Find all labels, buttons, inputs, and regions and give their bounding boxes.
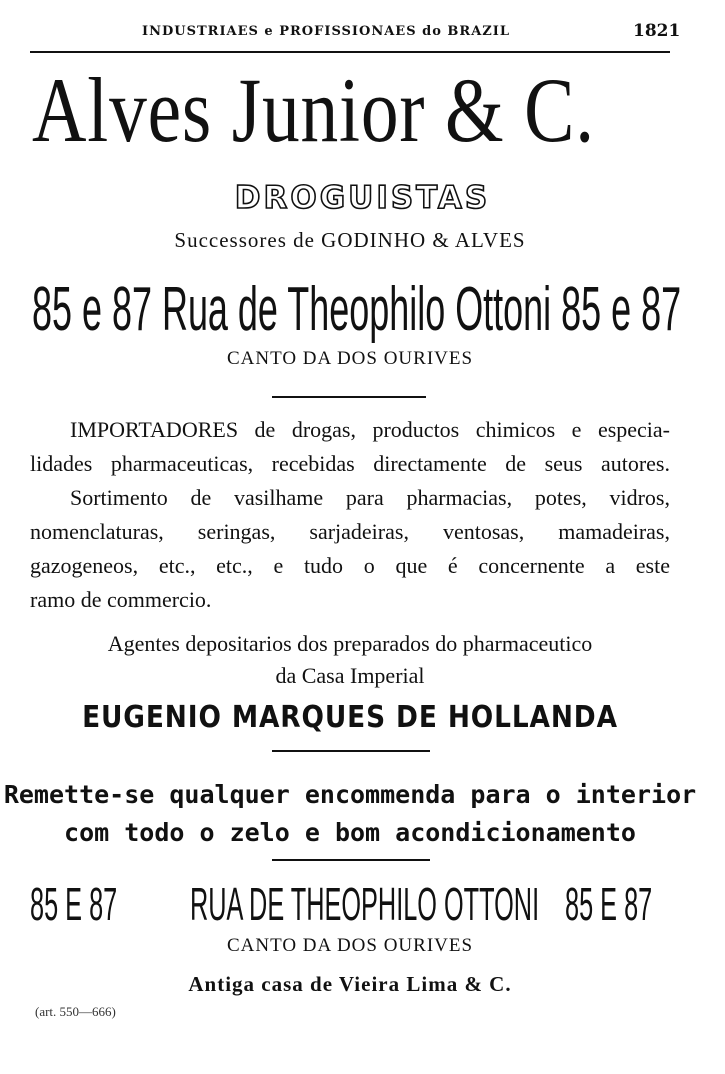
corner-note-bottom: CANTO DA DOS OURIVES	[226, 935, 474, 956]
corner-note-top: CANTO DA DOS OURIVES	[226, 348, 474, 369]
paragraph-line: IMPORTADORES de drogas, productos chimicos e especia-	[70, 417, 670, 442]
trade-heading: DROGUISTAS	[234, 180, 491, 216]
pharmacist-name: EUGENIO MARQUES DE HOLLANDA	[82, 700, 618, 735]
successors-line: Successores de GODINHO & ALVES	[174, 228, 526, 252]
agents-line: Agentes depositarios dos preparados do pharmaceutico	[107, 631, 593, 656]
agents-block	[0, 628, 700, 692]
paragraph-line: ramo de commercio.	[30, 587, 212, 612]
page-number: 1821	[633, 21, 681, 41]
former-house-line: Antiga casa de Vieira Lima & C.	[188, 972, 512, 996]
paragraph-line: Sortimento de vasilhame para pharmacias, potes, vidros,	[70, 485, 670, 510]
paragraph-line: nomenclaturas, seringas, sarjadeiras, ventosas, mamadeiras,	[30, 519, 670, 544]
running-header-title: INDUSTRIAES e PROFISSIONAES do BRAZIL	[142, 24, 511, 39]
address-number-right: 85 E 87	[565, 878, 653, 930]
bottom-address	[30, 876, 680, 936]
divider-rule	[272, 396, 426, 398]
assortment-paragraph	[30, 481, 670, 617]
header-rule	[30, 51, 670, 53]
importers-paragraph	[30, 413, 670, 481]
address-street: RUA DE THEOPHILO OTTONI	[190, 878, 540, 930]
divider-rule	[272, 859, 430, 861]
article-reference: (art. 550—666)	[35, 1004, 116, 1019]
divider-rule	[272, 750, 430, 752]
paragraph-line: lidades pharmaceuticas, recebidas directamente de seus autores.	[30, 451, 670, 476]
agents-line: da Casa Imperial	[275, 663, 425, 688]
remit-line: com todo o zelo e bom acondicionamento	[64, 818, 636, 847]
remittance-note	[0, 776, 700, 852]
main-address: 85 e 87 Rua de Theophilo Ottoni 85 e 87	[32, 275, 682, 344]
paragraph-line: gazogeneos, etc., etc., e tudo o que é concernente a este	[30, 553, 670, 578]
company-name: Alves Junior & C.	[32, 59, 595, 161]
remit-line: Remette-se qualquer encommenda para o interior	[3, 780, 697, 809]
address-number-left: 85 E 87	[30, 878, 118, 930]
